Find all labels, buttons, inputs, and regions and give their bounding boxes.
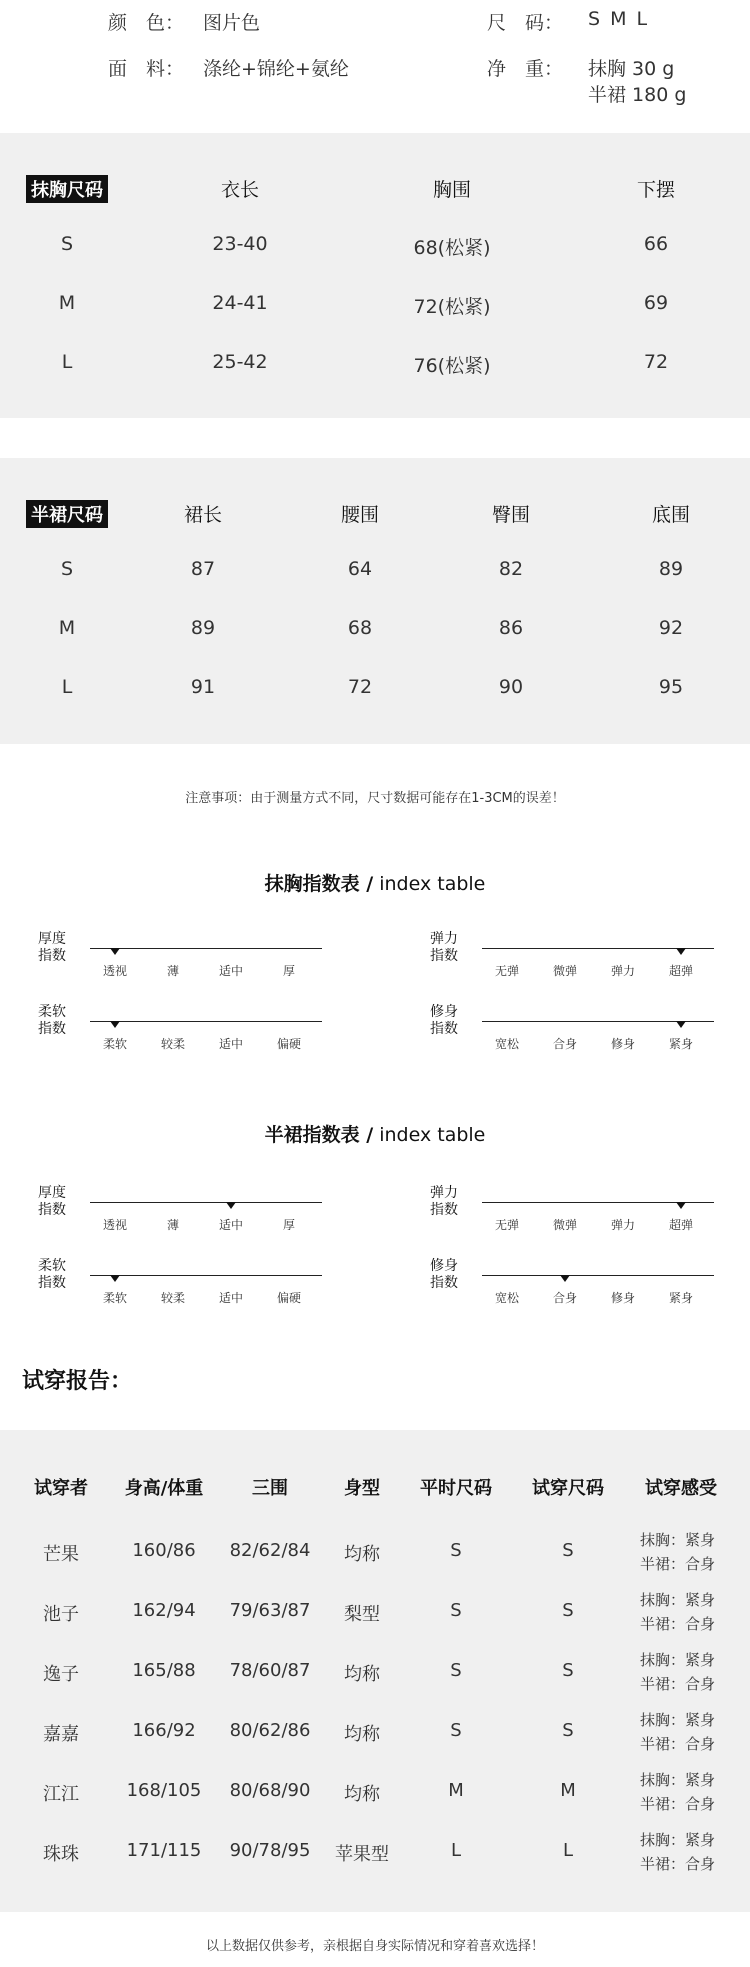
scale-marker-icon: [676, 1202, 686, 1209]
top-size-table: [0, 133, 750, 418]
scale-marker-icon: [110, 948, 120, 955]
trial-cell: 78/60/87: [229, 1660, 311, 1681]
scale-tick-label: 适中: [218, 1218, 244, 1232]
trial-cell: S: [562, 1600, 574, 1621]
trial-cell: S: [562, 1660, 574, 1681]
trial-cell: 均称: [344, 1724, 380, 1745]
scale-label: [32, 1258, 72, 1292]
fabric-label: 面 料：: [108, 58, 185, 80]
scale-label-line2: 指数: [38, 1275, 66, 1291]
trial-feeling-skirt: 半裙：合身: [640, 1675, 716, 1693]
scale-label-line1: 弹力: [430, 931, 458, 947]
scale-label-line1: 厚度: [38, 931, 66, 947]
scale-tick-label: 紧身: [668, 1291, 694, 1305]
scale-tick-label: 厚: [282, 1218, 296, 1232]
trial-table: [0, 1430, 750, 1912]
trial-cell: L: [562, 1840, 574, 1861]
trial-cell: 80/68/90: [229, 1780, 311, 1801]
scale-label: [32, 931, 72, 965]
scale-tick-label: 合身: [552, 1037, 578, 1051]
scale-label: [32, 1185, 72, 1219]
scale-tick-label: 弹力: [610, 1218, 636, 1232]
trial-header: 身型: [344, 1478, 380, 1499]
skirt-cell: 89: [190, 617, 216, 639]
trial-cell: S: [562, 1720, 574, 1741]
weight-top: 抹胸 30 g: [588, 58, 675, 80]
scale-marker-icon: [676, 1021, 686, 1028]
trial-cell: S: [562, 1540, 574, 1561]
scale-tick-label: 合身: [552, 1291, 578, 1305]
scale-tick-label: 微弹: [552, 1218, 578, 1232]
trial-cell: 珠珠: [43, 1844, 79, 1865]
footer-note: 以上数据仅供参考，亲根据自身实际情况和穿着喜欢选择！: [205, 1939, 544, 1954]
weight-skirt: 半裙 180 g: [588, 84, 687, 106]
scale-label-line2: 指数: [430, 1202, 458, 1218]
scale-label-line2: 指数: [430, 948, 458, 964]
trial-header: 三围: [252, 1478, 288, 1499]
trial-feeling-skirt: 半裙：合身: [640, 1735, 716, 1753]
scale-tick-label: 宽松: [494, 1291, 520, 1305]
trial-feeling-skirt: 半裙：合身: [640, 1855, 716, 1873]
skirt-cell: S: [60, 558, 74, 580]
top-cell: 72(松紧): [413, 296, 491, 318]
scale-label: [424, 1004, 464, 1038]
size-label: 尺 码：: [487, 12, 564, 34]
trial-cell: S: [450, 1540, 462, 1561]
trial-header: 试穿者: [34, 1478, 88, 1499]
scale-label-line1: 修身: [430, 1258, 458, 1274]
skirt-cell: 89: [658, 558, 684, 580]
scale-line: [90, 1202, 322, 1203]
trial-cell: 166/92: [132, 1720, 196, 1741]
skirt-header-hem: 底围: [651, 504, 691, 526]
trial-cell: 均称: [344, 1784, 380, 1805]
trial-header: 平时尺码: [420, 1478, 492, 1499]
scale-line: [90, 1275, 322, 1276]
scale-tick-label: 无弹: [494, 964, 520, 978]
top-size-tag: 抹胸尺码: [26, 175, 108, 203]
fabric-value: 涤纶+锦纶+氨纶: [203, 58, 349, 80]
scale-tick-label: 无弹: [494, 1218, 520, 1232]
index-top-title: [0, 869, 750, 896]
scale-label-line2: 指数: [430, 1021, 458, 1037]
scale-tick-label: 超弹: [668, 964, 694, 978]
trial-cell: 168/105: [126, 1780, 202, 1801]
trial-cell: M: [448, 1780, 464, 1801]
scale-line: [90, 948, 322, 949]
index-top-title-cn: 抹胸指数表 /: [264, 873, 374, 895]
top-header-bust: 胸围: [432, 179, 472, 201]
skirt-cell: 82: [498, 558, 524, 580]
top-cell: S: [60, 233, 74, 255]
scale-label-line1: 弹力: [430, 1185, 458, 1201]
scale-marker-icon: [110, 1275, 120, 1282]
scale-label-line1: 柔软: [38, 1004, 66, 1020]
trial-header: 试穿感受: [645, 1478, 717, 1499]
trial-feeling: [640, 1588, 715, 1636]
scale-marker-icon: [110, 1021, 120, 1028]
scale-tick-label: 超弹: [668, 1218, 694, 1232]
scale-label-line2: 指数: [38, 948, 66, 964]
trial-feeling: [640, 1648, 715, 1696]
trial-cell: S: [450, 1660, 462, 1681]
trial-cell: 160/86: [132, 1540, 196, 1561]
measurement-notice: 注意事项：由于测量方式不同，尺寸数据可能存在1-3CM的误差！: [185, 791, 565, 806]
top-header-length: 衣长: [220, 179, 260, 201]
top-cell: 76(松紧): [413, 355, 491, 377]
trial-cell: 嘉嘉: [43, 1724, 79, 1745]
trial-cell: 逸子: [43, 1664, 79, 1685]
skirt-cell: 90: [498, 676, 524, 698]
trial-feeling-skirt: 半裙：合身: [640, 1615, 716, 1633]
scale-tick-label: 薄: [166, 964, 180, 978]
trial-cell: 梨型: [344, 1604, 380, 1625]
scale-marker-icon: [560, 1275, 570, 1282]
skirt-cell: M: [58, 617, 76, 639]
scale-tick-label: 柔软: [102, 1291, 128, 1305]
scale-tick-label: 偏硬: [276, 1037, 302, 1051]
scale-tick-label: 适中: [218, 1291, 244, 1305]
top-cell: 72: [643, 351, 669, 373]
color-value: 图片色: [203, 12, 261, 34]
scale-tick-label: 透视: [102, 1218, 128, 1232]
scale-tick-label: 较柔: [160, 1291, 186, 1305]
scale-tick-label: 宽松: [494, 1037, 520, 1051]
skirt-cell: 95: [658, 676, 684, 698]
skirt-cell: 72: [347, 676, 373, 698]
scale-tick-label: 薄: [166, 1218, 180, 1232]
scale-label-line1: 柔软: [38, 1258, 66, 1274]
skirt-cell: 92: [658, 617, 684, 639]
top-cell: M: [58, 292, 76, 314]
scale-label: [424, 931, 464, 965]
scale-tick-label: 微弹: [552, 964, 578, 978]
trial-cell: 江江: [43, 1784, 79, 1805]
weight-label: 净 重：: [487, 58, 564, 80]
scale-label-line2: 指数: [430, 1275, 458, 1291]
trial-cell: S: [450, 1720, 462, 1741]
skirt-size-tag: 半裙尺码: [26, 500, 108, 528]
trial-feeling-skirt: 半裙：合身: [640, 1555, 716, 1573]
top-cell: 66: [643, 233, 669, 255]
trial-feeling: [640, 1708, 715, 1756]
scale-tick-label: 较柔: [160, 1037, 186, 1051]
trial-feeling-top: 抹胸：紧身: [640, 1831, 716, 1849]
skirt-cell: 68: [347, 617, 373, 639]
scale-tick-label: 透视: [102, 964, 128, 978]
skirt-header-length: 裙长: [183, 504, 223, 526]
top-cell: 23-40: [212, 233, 268, 255]
trial-feeling: [640, 1828, 715, 1876]
trial-cell: 均称: [344, 1664, 380, 1685]
top-cell: 68(松紧): [413, 237, 491, 259]
skirt-cell: 87: [190, 558, 216, 580]
size-value: S M L: [588, 8, 650, 30]
scale-marker-icon: [226, 1202, 236, 1209]
scale-tick-label: 修身: [610, 1291, 636, 1305]
trial-header: 试穿尺码: [532, 1478, 604, 1499]
trial-cell: 162/94: [132, 1600, 196, 1621]
scale-label: [424, 1185, 464, 1219]
index-skirt-title: [0, 1120, 750, 1147]
scale-label-line2: 指数: [38, 1202, 66, 1218]
trial-header: 身高/体重: [124, 1478, 204, 1499]
trial-cell: 池子: [43, 1604, 79, 1625]
top-cell: L: [61, 351, 73, 373]
trial-feeling-top: 抹胸：紧身: [640, 1771, 716, 1789]
trial-cell: L: [450, 1840, 462, 1861]
trial-feeling-top: 抹胸：紧身: [640, 1531, 716, 1549]
scale-tick-label: 偏硬: [276, 1291, 302, 1305]
index-skirt-title-cn: 半裙指数表 /: [264, 1124, 374, 1146]
scale-tick-label: 柔软: [102, 1037, 128, 1051]
skirt-cell: 64: [347, 558, 373, 580]
skirt-cell: L: [61, 676, 73, 698]
trial-feeling-top: 抹胸：紧身: [640, 1651, 716, 1669]
skirt-cell: 91: [190, 676, 216, 698]
trial-feeling-top: 抹胸：紧身: [640, 1591, 716, 1609]
trial-cell: 171/115: [126, 1840, 202, 1861]
scale-label-line1: 厚度: [38, 1185, 66, 1201]
trial-cell: 苹果型: [335, 1844, 389, 1865]
trial-cell: 90/78/95: [229, 1840, 311, 1861]
scale-tick-label: 修身: [610, 1037, 636, 1051]
trial-report-title: 试穿报告：: [22, 1369, 133, 1394]
scale-label: [32, 1004, 72, 1038]
skirt-header-waist: 腰围: [340, 504, 380, 526]
scale-label-line2: 指数: [38, 1021, 66, 1037]
scale-tick-label: 适中: [218, 1037, 244, 1051]
scale-label: [424, 1258, 464, 1292]
trial-cell: 165/88: [132, 1660, 196, 1681]
trial-cell: 79/63/87: [229, 1600, 311, 1621]
scale-tick-label: 厚: [282, 964, 296, 978]
index-top-title-en: index table: [373, 873, 486, 895]
scale-tick-label: 弹力: [610, 964, 636, 978]
scale-marker-icon: [676, 948, 686, 955]
skirt-cell: 86: [498, 617, 524, 639]
color-label: 颜 色：: [108, 12, 185, 34]
trial-feeling: [640, 1768, 715, 1816]
skirt-header-hip: 臀围: [491, 504, 531, 526]
scale-line: [90, 1021, 322, 1022]
trial-cell: 芒果: [43, 1544, 79, 1565]
scale-label-line1: 修身: [430, 1004, 458, 1020]
trial-feeling-top: 抹胸：紧身: [640, 1711, 716, 1729]
top-cell: 25-42: [212, 351, 268, 373]
trial-feeling: [640, 1528, 715, 1576]
top-header-hem: 下摆: [636, 179, 676, 201]
scale-tick-label: 适中: [218, 964, 244, 978]
index-skirt-title-en: index table: [373, 1124, 486, 1146]
trial-cell: 均称: [344, 1544, 380, 1565]
top-cell: 24-41: [212, 292, 268, 314]
trial-cell: S: [450, 1600, 462, 1621]
skirt-size-table: [0, 458, 750, 744]
scale-tick-label: 紧身: [668, 1037, 694, 1051]
trial-cell: 82/62/84: [229, 1540, 311, 1561]
trial-feeling-skirt: 半裙：合身: [640, 1795, 716, 1813]
trial-cell: 80/62/86: [229, 1720, 311, 1741]
scale-line: [482, 1275, 714, 1276]
trial-cell: M: [560, 1780, 576, 1801]
top-cell: 69: [643, 292, 669, 314]
